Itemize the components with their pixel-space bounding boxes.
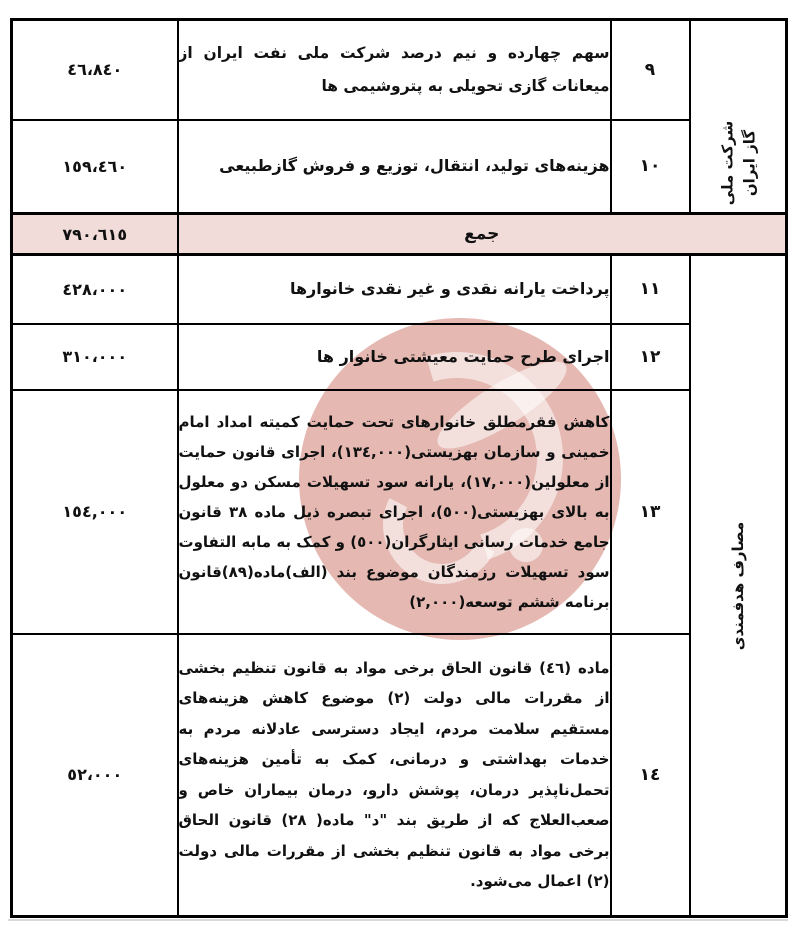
group-cell-targeted-expenses — [690, 255, 787, 917]
amount-cell: ١٥٩،٤٦٠ — [12, 120, 178, 214]
description-text: پرداخت یارانه نقدی و غیر نقدی خانوارها — [289, 279, 610, 299]
description-text: هزینه‌های تولید، انتقال، توزیع و فروش گازطبیعی — [219, 156, 610, 176]
row-number-cell: ١٠ — [611, 120, 690, 214]
amount-cell: ٣١٠،٠٠٠ — [12, 324, 178, 390]
description-cell — [178, 255, 611, 324]
group-label-targeted-expenses: مصارف هدفمندی — [728, 521, 747, 650]
group-label-wrapper — [691, 256, 786, 915]
table-row — [12, 390, 787, 634]
subsidy-budget-table — [10, 18, 788, 918]
page-bottom-divider — [8, 919, 788, 921]
description-cell — [178, 390, 611, 634]
group-label-wrapper — [691, 21, 786, 212]
description-text: ماده (٤٦) قانون الحاق برخی مواد به قانون تنظیم بخشی از مقررات مالی دولت (٢) موضوع کاهش هزینه‌های مستقیم سلامت مردم، ایجاد دسترسی عادلانه مردم به خدمات بهداشتی و درمانی، کمک به تأمین هزینه‌های تحمل‌ناپذیر درمان، پوشش دارو، درمان بیماران خاص و صعب‌العلاج که از طریق بند "د" ماده( ٢٨) قانون الحاق برخی مواد به قانون تنظیم بخشی از مقررات مالی دولت (٢) اعمال می‌شود. — [178, 658, 610, 891]
description-clamp — [179, 653, 610, 897]
group-cell-gas-company — [690, 20, 787, 214]
amount-cell: ٤٦،٨٤٠ — [12, 20, 178, 120]
table-row — [12, 324, 787, 390]
table-row — [12, 634, 787, 917]
row-number-cell: ١٤ — [611, 634, 690, 917]
table-row — [12, 255, 787, 324]
row-number-cell: ١١ — [611, 255, 690, 324]
row-number-cell: ٩ — [611, 20, 690, 120]
group-label-line: شرکت ملی — [717, 120, 736, 205]
description-clamp — [179, 407, 610, 617]
table-row — [12, 20, 787, 120]
description-text: اجرای طرح حمایت معیشتی خانوار ها — [316, 346, 610, 366]
table-row — [12, 120, 787, 214]
description-text: سهم چهارده و نیم درصد شرکت ملی نفت ایران از میعانات گازی تحویلی به پتروشیمی ها — [178, 43, 610, 95]
amount-cell: ٥٢،٠٠٠ — [12, 634, 178, 917]
total-row — [12, 214, 787, 255]
total-label-cell: جمع — [178, 214, 787, 255]
group-label-line: گاز ایران — [739, 129, 758, 196]
description-cell — [178, 324, 611, 390]
total-amount-cell: ٧٩٠،٦١٥ — [12, 214, 178, 255]
group-label-gas-company — [716, 120, 760, 205]
description-cell — [178, 120, 611, 214]
description-cell — [178, 634, 611, 917]
amount-cell: ١٥٤,٠٠٠ — [12, 390, 178, 634]
description-text: کاهش فقرمطلق خانوارهای تحت حمایت کمیته امداد امام خمینی و سازمان بهزیستی(١٣٤,٠٠٠)، اجرای قانون حمایت از معلولین(١٧,٠٠٠)، یارانه سود تسهیلات مسکن دو معلول به بالای بهزیستی(٥٠٠)، اجرای تبصره ذیل ماده ٣٨ قانون جامع خدمات رسانی ایثارگران(٥٠٠) و کمک به مابه التفاوت سود تسهیلات رزمندگان موضوع بند (الف)ماده(٨٩)قانون برنامه ششم توسعه(٢,٠٠٠) — [178, 412, 610, 611]
description-cell — [178, 20, 611, 120]
amount-cell: ٤٢٨،٠٠٠ — [12, 255, 178, 324]
row-number-cell: ١٣ — [611, 390, 690, 634]
row-number-cell: ١٢ — [611, 324, 690, 390]
